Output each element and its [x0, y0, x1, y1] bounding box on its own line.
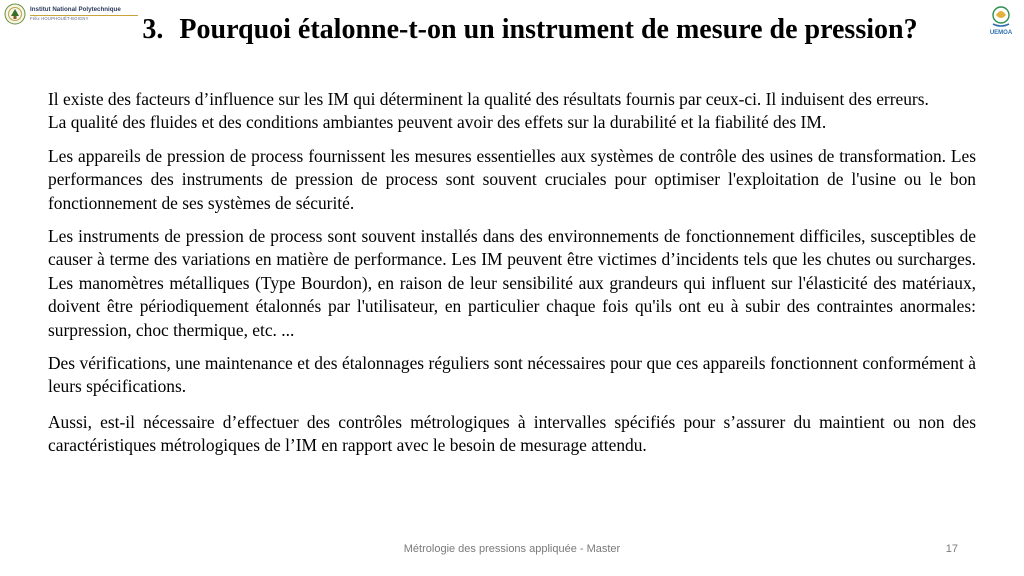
institution-name: Institut National Polytechnique: [30, 5, 121, 13]
slide-page-number: 17: [945, 543, 958, 555]
institution-emblem-icon: [4, 3, 26, 25]
slide-title-text: Pourquoi étalonne-t-on un instrument de mesure de pression?: [179, 14, 918, 45]
paragraph-process-devices: Les appareils de pression de process fournissent les mesures essentielles aux systèmes de contrôle des usines de transformation. Les performances des instruments de pression de process sont souvent cruciales pour optimiser l'exploitation de l'usine ou le bon fonctionnement de ses systèmes de sécurité.: [48, 145, 976, 213]
paragraph-fluid-quality: La qualité des fluides et des conditions ambiantes peuvent avoir des effets sur la durabilité et la fiabilité des IM.: [48, 112, 827, 133]
paragraph-influence-factors: Il existe des facteurs d’influence sur les IM qui déterminent la qualité des résultats fournis par ceux-ci. Il induisent des erreurs.: [48, 89, 929, 109]
paragraph-harsh-environments: Les instruments de pression de process sont souvent installés dans des environnements de fonctionnement difficiles, susceptibles de causer à terme des variations en matière de performance. Les IM peuvent être victimes d’incidents tels que les chutes ou surcharges. Les manomètres métalliques (Type Bourdon), en raison de leur sensibilité aux grandeurs qui influent sur l'élasticité des matériaux, doivent être périodiquement étalonnés par l'utilisateur, en particulier chaque fois qu'ils ont eu à subir des contraintes anormales: surpression, choc thermique, etc. ...: [48, 226, 976, 340]
uemoa-logo-text: UEMOA: [989, 30, 1013, 36]
slide-title: [120, 13, 940, 47]
uemoa-logo-icon: [984, 3, 1018, 37]
institution-subtitle: Félix HOUPHOUËT-BOIGNY: [30, 16, 89, 21]
paragraph-verifications: Des vérifications, une maintenance et des étalonnages réguliers sont nécessaires pour que ces appareils fonctionnent conformément à leurs spécifications.: [48, 353, 976, 397]
slide-title-number: 3.: [142, 14, 164, 45]
slide-body: [48, 88, 976, 458]
footer-course-label: Métrologie des pressions appliquée - Master: [403, 543, 621, 555]
paragraph-metrological-controls: Aussi, est-il nécessaire d’effectuer des contrôles métrologiques à intervalles spécifiés pour s’assurer du maintient ou non des caractéristiques métrologiques de l’IM en rapport avec le besoin de mesurage attendu.: [48, 411, 976, 456]
